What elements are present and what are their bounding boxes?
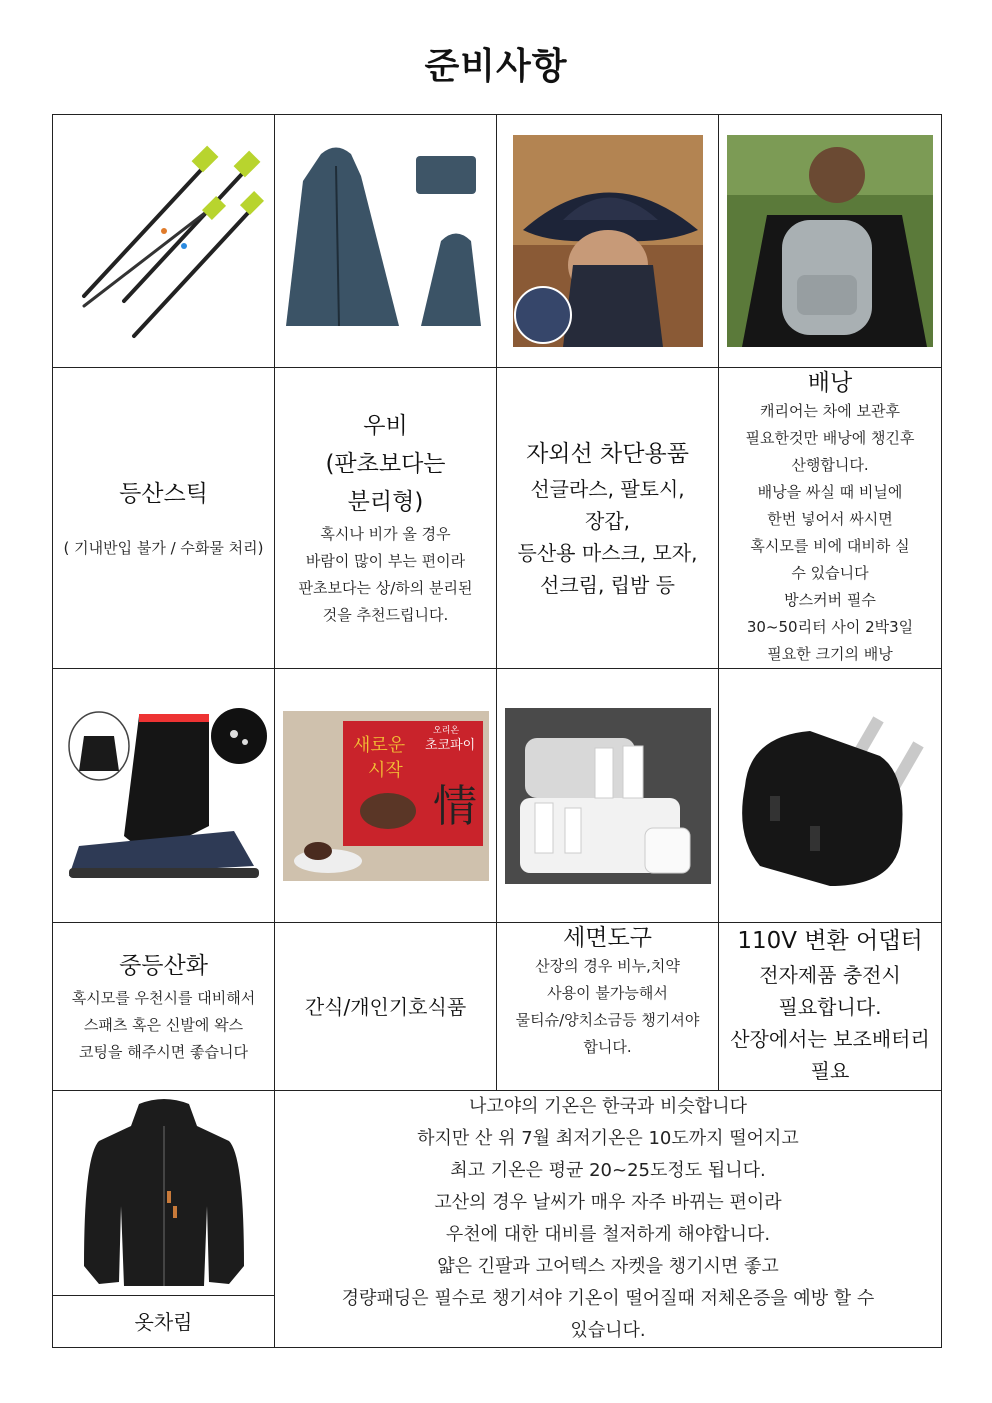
rain-name-line: 분리형)	[347, 489, 424, 515]
trekking-poles-cell	[53, 115, 275, 368]
toiletry-desc-line: 사용이 불가능해서	[547, 984, 668, 1002]
toiletry-desc-line: 산장의 경우 비누,치약	[535, 957, 680, 975]
toiletry-desc-line: 합니다.	[583, 1038, 632, 1056]
backpack-desc-line: 배낭을 싸실 때 비닐에	[757, 483, 903, 501]
clothes-desc-line: 경량패딩은 필수로 챙기셔야 기온이 떨어질때 저체온증을 예방 할 수	[341, 1288, 875, 1309]
clothes-name: 옷차림	[134, 1309, 193, 1334]
box-product: 초코파이	[424, 737, 475, 753]
backpack-desc-line: 캐리어는 차에 보관후	[760, 402, 900, 420]
box-text-2: 시작	[367, 759, 403, 781]
text-row-2	[53, 923, 942, 1091]
shoes-name: 중등산화	[119, 953, 208, 979]
uv-desc-line: 장갑,	[585, 509, 630, 533]
toiletry-name: 세면도구	[563, 925, 652, 951]
rain-desc-line: 판초보다는 상/하의 분리된	[298, 579, 473, 597]
clothes-desc-line: 얇은 긴팔과 고어텍스 자켓을 챙기시면 좋고	[437, 1256, 779, 1277]
backpack-text-cell	[719, 368, 942, 669]
clothes-label-cell	[53, 1296, 275, 1348]
page-title: 준비사항	[424, 46, 568, 87]
snack-cell	[275, 669, 497, 923]
shoes-desc-line: 코팅을 해주시면 좋습니다	[79, 1043, 248, 1061]
text-row-1	[53, 368, 942, 669]
adapter-text-cell	[719, 923, 942, 1091]
trekking-poles-icon	[64, 136, 264, 346]
clothes-desc-line: 하지만 산 위 7월 최저기온은 10도까지 떨어지고	[417, 1128, 799, 1149]
uv-name: 자외선 차단용품	[526, 441, 689, 467]
preparation-table	[52, 114, 942, 1348]
backpack-desc-line: 혹시모를 비에 대비하 실	[750, 537, 910, 555]
toiletry-text-cell	[497, 923, 719, 1091]
backpack-desc-line: 방스커버 필수	[784, 591, 876, 609]
sun-hat-icon	[513, 135, 703, 347]
box-brand: 오리온	[432, 725, 459, 736]
backpack-desc-line: 수 있습니다	[791, 564, 869, 582]
raincoat-cell	[275, 115, 497, 368]
clothes-desc-line: 나고야의 기온은 한국과 비슷합니다	[469, 1096, 747, 1117]
clothes-desc-line: 최고 기온은 평균 20~25도정도 됩니다.	[450, 1160, 766, 1181]
rain-name-line: 우비	[363, 413, 408, 439]
toiletry-cell	[497, 669, 719, 923]
clothes-row	[53, 1091, 942, 1296]
adapter-name: 110V 변환 어댑터	[737, 928, 923, 954]
clothes-desc-line: 우천에 대한 대비를 철저하게 해야합니다.	[445, 1224, 771, 1245]
backpack-name: 배낭	[807, 370, 853, 396]
uv-desc-line: 선크림, 립밤 등	[540, 573, 675, 597]
backpack-cell	[719, 115, 942, 368]
shoes-desc-line: 스패츠 혹은 신발에 왁스	[83, 1016, 244, 1034]
box-char: 情	[432, 780, 477, 832]
image-row-1	[53, 115, 942, 368]
stick-desc: ( 기내반입 불가 / 수화물 처리)	[63, 538, 264, 557]
raincoat-icon	[281, 136, 491, 346]
toiletry-desc-line: 물티슈/양치소금등 챙기셔야	[515, 1011, 700, 1029]
uv-desc-line: 선글라스, 팔토시,	[530, 477, 685, 501]
rain-text-cell	[275, 368, 497, 669]
backpack-icon	[727, 135, 933, 347]
backpack-desc-line: 30~50리터 사이 2박3일	[746, 618, 914, 636]
uv-text-cell	[497, 368, 719, 669]
image-row-2	[53, 669, 942, 923]
backpack-desc-line: 산행합니다.	[791, 456, 869, 474]
adapter-desc-line: 산장에서는 보조배터리	[730, 1027, 930, 1051]
clothes-desc-line: 있습니다.	[570, 1320, 646, 1341]
adapter-desc-line: 전자제품 충전시	[759, 963, 901, 987]
backpack-desc-line: 필요한것만 배낭에 챙긴후	[745, 429, 915, 447]
rain-desc-line: 혹시나 비가 올 경우	[320, 525, 451, 543]
gaiter-cell	[53, 669, 275, 923]
clothes-notes-cell	[275, 1091, 942, 1348]
plug-adapter-icon	[730, 696, 930, 896]
rain-desc-line: 바람이 많이 부는 편이라	[305, 552, 466, 570]
rain-desc-line: 것을 추천드립니다.	[322, 606, 449, 624]
toiletry-kit-icon	[505, 708, 711, 884]
chocopie-box-icon	[283, 711, 489, 881]
backpack-desc-line: 필요한 크기의 배낭	[767, 645, 893, 663]
rain-name-line: (판초보다는	[325, 451, 446, 477]
adapter-desc-line: 필요합니다.	[778, 995, 882, 1019]
snack-text-cell	[275, 923, 497, 1091]
shoes-desc-line: 혹시모를 우천시를 대비해서	[71, 989, 256, 1007]
box-text-1: 새로운	[352, 734, 405, 756]
sun-hat-cell	[497, 115, 719, 368]
clothes-desc-line: 고산의 경우 날씨가 매우 자주 바뀌는 편이라	[434, 1192, 782, 1213]
jacket-cell	[53, 1091, 275, 1296]
jacket-icon	[79, 1096, 249, 1290]
shoes-text-cell	[53, 923, 275, 1091]
snack-name: 간식/개인기호식품	[304, 994, 467, 1019]
backpack-desc-line: 한번 넣어서 싸시면	[767, 510, 893, 528]
stick-text-cell	[53, 368, 275, 669]
adapter-desc-line: 필요	[810, 1059, 850, 1083]
stick-name: 등산스틱	[119, 480, 208, 507]
gaiter-shoes-icon	[59, 706, 269, 886]
adapter-cell	[719, 669, 942, 923]
uv-desc-line: 등산용 마스크, 모자,	[517, 541, 698, 565]
